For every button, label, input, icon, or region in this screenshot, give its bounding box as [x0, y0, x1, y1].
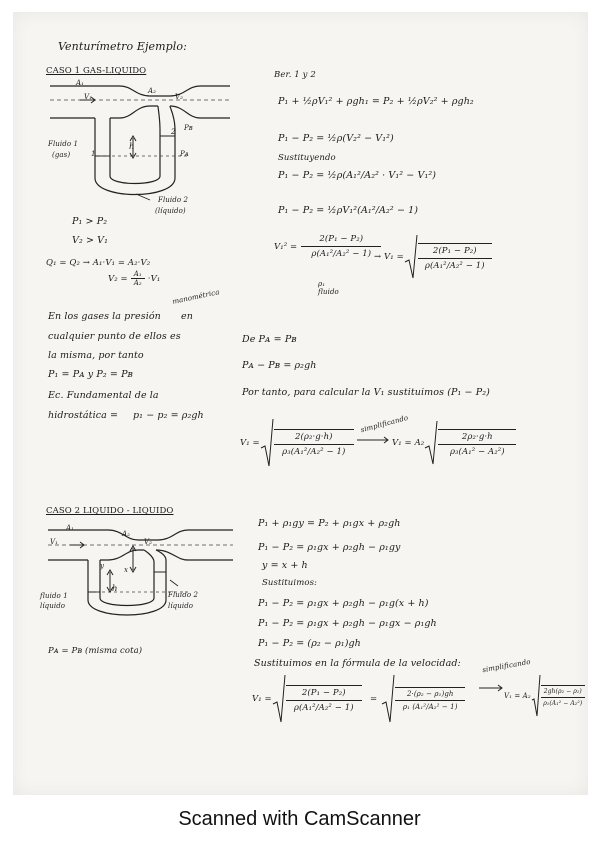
gases-note-line2: cualquier punto de ellos es	[48, 331, 181, 342]
mid-v1-num: 2(ρ₂·g·h)	[294, 432, 333, 442]
caso2-pa-pb: Pᴀ = Pʙ (misma cota)	[48, 646, 143, 656]
bernoulli-eq1: P₁ + ½ρV₁² + ρgh₁ = P₂ + ½ρV₂² + ρgh₂	[278, 96, 474, 107]
v1-simplified-formula	[392, 420, 516, 466]
v2-num: A₁	[133, 270, 142, 278]
gases-note-line3: la misma, por tanto	[48, 350, 144, 361]
caso1-fluido1-line2: (gas)	[52, 151, 71, 159]
f2-num: 2·(ρ₂ − ρ₁)gh	[406, 690, 454, 698]
v2-tail: ·V₁	[147, 273, 161, 284]
v1sq-den: ρ(A₁²/A₂² − 1)	[311, 249, 372, 259]
caso2-label-y: y	[100, 562, 105, 570]
caso1-label-h: h	[129, 142, 135, 152]
page-title: Venturímetro Ejemplo:	[58, 40, 187, 53]
v1sq-num: 2(P₁ − P₂)	[319, 234, 364, 244]
f3-den: ρ₁(A₁² − A₂²)	[543, 700, 583, 707]
pressure-equalities: P₁ = Pᴀ y P₂ = Pʙ	[48, 369, 134, 380]
caso1-ineq-p: P₁ > P₂	[72, 216, 108, 227]
caso2-eq-6: P₁ − P₂ = (ρ₂ − ρ₁)gh	[258, 638, 361, 649]
bernoulli-eq3: P₁ − P₂ = ½ρ(A₁²/A₂² · V₁² − V₁²)	[278, 170, 437, 181]
caso1-continuity: Q₁ = Q₂ → A₁·V₁ = A₂·V₂	[46, 258, 151, 268]
caso2-fluido2-line2: líquido	[168, 602, 194, 610]
caso1-label-v1: V₁	[84, 93, 93, 101]
simpl-v1-lhs: V₁ = A₂	[392, 438, 425, 448]
simplificando-note: simplificando	[359, 413, 410, 435]
por-tanto-line: Por tanto, para calcular la V₁ sustituimos (P₁ − P₂)	[242, 387, 490, 398]
v1-num: 2(P₁ − P₂)	[432, 246, 477, 256]
simpl-v1-num: 2ρ₂·g·h	[461, 432, 493, 442]
caso2-fluido1-line2: líquido	[40, 602, 66, 610]
caso1-fluido2-line2: (líquido)	[155, 207, 186, 215]
bernoulli-eq4: P₁ − P₂ = ½ρV₁²(A₁²/A₂² − 1)	[278, 205, 419, 216]
v1sq-lhs: V₁² =	[274, 241, 298, 252]
ec-fundamental-line2: hidrostática =	[48, 410, 119, 421]
caso2-eq-2: y = x + h	[262, 560, 308, 571]
v1-den: ρ(A₁²/A₂² − 1)	[424, 261, 485, 271]
v1-squared-formula	[274, 234, 385, 259]
caso2-eq-1: P₁ − P₂ = ρ₁gx + ρ₂gh − ρ₁gy	[258, 542, 401, 553]
caso2-label-v2: V₂	[144, 538, 153, 546]
caso2-fluido1-line1: fluido 1	[40, 592, 68, 600]
caso1-ineq-v: V₂ > V₁	[72, 235, 109, 246]
caso2-eq-7: Sustituimos en la fórmula de la velocidad:	[254, 658, 461, 669]
caso2-v1-formula-3	[504, 674, 585, 718]
sqrt-sign	[381, 674, 395, 724]
caso2-simplificando: simplificando	[481, 657, 532, 675]
f2-den: ρ₁ (A₁²/A₂² − 1)	[402, 703, 458, 711]
sqrt-sign	[531, 674, 541, 718]
caso2-v1-formula-1	[252, 674, 362, 724]
caso1-fluido2-line1: Fluido 2	[158, 196, 189, 204]
caso1-heading: CASO 1 GAS-LIQUIDO	[46, 66, 147, 76]
sqrt-sign	[424, 420, 438, 466]
fluido-note: ρ₁ fluido	[318, 280, 339, 296]
caso2-fluido2-line1: Fluido 2	[168, 591, 199, 599]
sustituyendo-label: Sustituyendo	[278, 153, 336, 163]
v1-formula-mid	[240, 418, 354, 468]
caso2-eq-3: Sustituimos:	[262, 578, 318, 588]
caso2-label-v1: V₁	[50, 538, 59, 546]
camscanner-watermark: Scanned with CamScanner	[178, 808, 421, 830]
v2-lhs: V₂ =	[108, 273, 128, 284]
gases-note-line1: En los gases la presión	[48, 311, 161, 322]
caso1-fluido1-line1: Fluido 1	[48, 140, 79, 148]
bernoulli-eq2: P₁ − P₂ = ½ρ(V₂² − V₁²)	[278, 133, 394, 144]
caso1-label-pb: Pʙ	[184, 124, 193, 132]
caso2-eq-5: P₁ − P₂ = ρ₁gx + ρ₂gh − ρ₁gx − ρ₁gh	[258, 618, 437, 629]
bernoulli-header: Ber. 1 y 2	[274, 70, 316, 80]
caso2-v1-formula-2	[370, 674, 465, 724]
caso1-label-pa: Pᴀ	[180, 150, 189, 158]
venturi-diagram-caso2	[38, 520, 238, 630]
caso1-v2-formula	[108, 270, 160, 287]
ec-fundamental-line1: Ec. Fundamental de la	[48, 390, 159, 401]
caso1-label-2: 2	[171, 128, 176, 136]
mid-v1-lhs: V₁ =	[240, 438, 260, 448]
v2-den: A₂	[133, 279, 142, 287]
f1-lhs: V₁ =	[252, 694, 272, 704]
ec-fundamental-rhs: p₁ − p₂ = ρ₂gh	[133, 410, 204, 421]
f3-lhs: V₁ = A₂	[504, 692, 531, 700]
mid-v1-den: ρ₃(A₁²/A₂² − 1)	[282, 447, 346, 457]
simpl-v1-den: ρ₃(A₁² − A₂²)	[449, 447, 505, 457]
sqrt-sign	[404, 234, 418, 280]
caso2-eq-4: P₁ − P₂ = ρ₁gx + ρ₂gh − ρ₁g(x + h)	[258, 598, 429, 609]
f1-num: 2(P₁ − P₂)	[301, 688, 346, 698]
f2-eq: =	[370, 694, 378, 704]
arrow-right-icon	[356, 436, 390, 444]
manometrica-note: manométrica	[171, 288, 221, 306]
arrow-right-icon	[478, 684, 504, 692]
caso1-label-a1: A₁	[76, 79, 85, 87]
caso2-label-a2: A₂	[122, 530, 131, 538]
sqrt-sign	[272, 674, 286, 724]
caso1-label-a2: A₂	[148, 87, 157, 95]
pa-minus-pb: Pᴀ − Pʙ = ρ₂gh	[242, 360, 317, 371]
de-pa-pb: De Pᴀ = Pʙ	[242, 334, 297, 345]
sqrt-sign	[260, 418, 274, 468]
caso2-eq-0: P₁ + ρ₁gy = P₂ + ρ₁gx + ρ₂gh	[258, 518, 401, 529]
caso1-label-1: 1	[91, 150, 96, 158]
caso2-label-h: h	[112, 584, 118, 594]
caso2-heading: CASO 2 LIQUIDO - LIQUIDO	[46, 506, 174, 516]
v1-formula-caso1	[374, 234, 492, 280]
v1-lhs: → V₁ =	[374, 252, 404, 262]
caso2-label-a1: A₁	[66, 524, 75, 532]
caso2-label-x: x	[124, 566, 129, 574]
f1-den: ρ(A₁²/A₂² − 1)	[293, 703, 354, 713]
gases-note-en: en	[181, 311, 193, 322]
f3-num: 2gh(ρ₂ − ρ₁)	[543, 688, 582, 695]
caso1-label-v2: V₂	[175, 93, 184, 101]
